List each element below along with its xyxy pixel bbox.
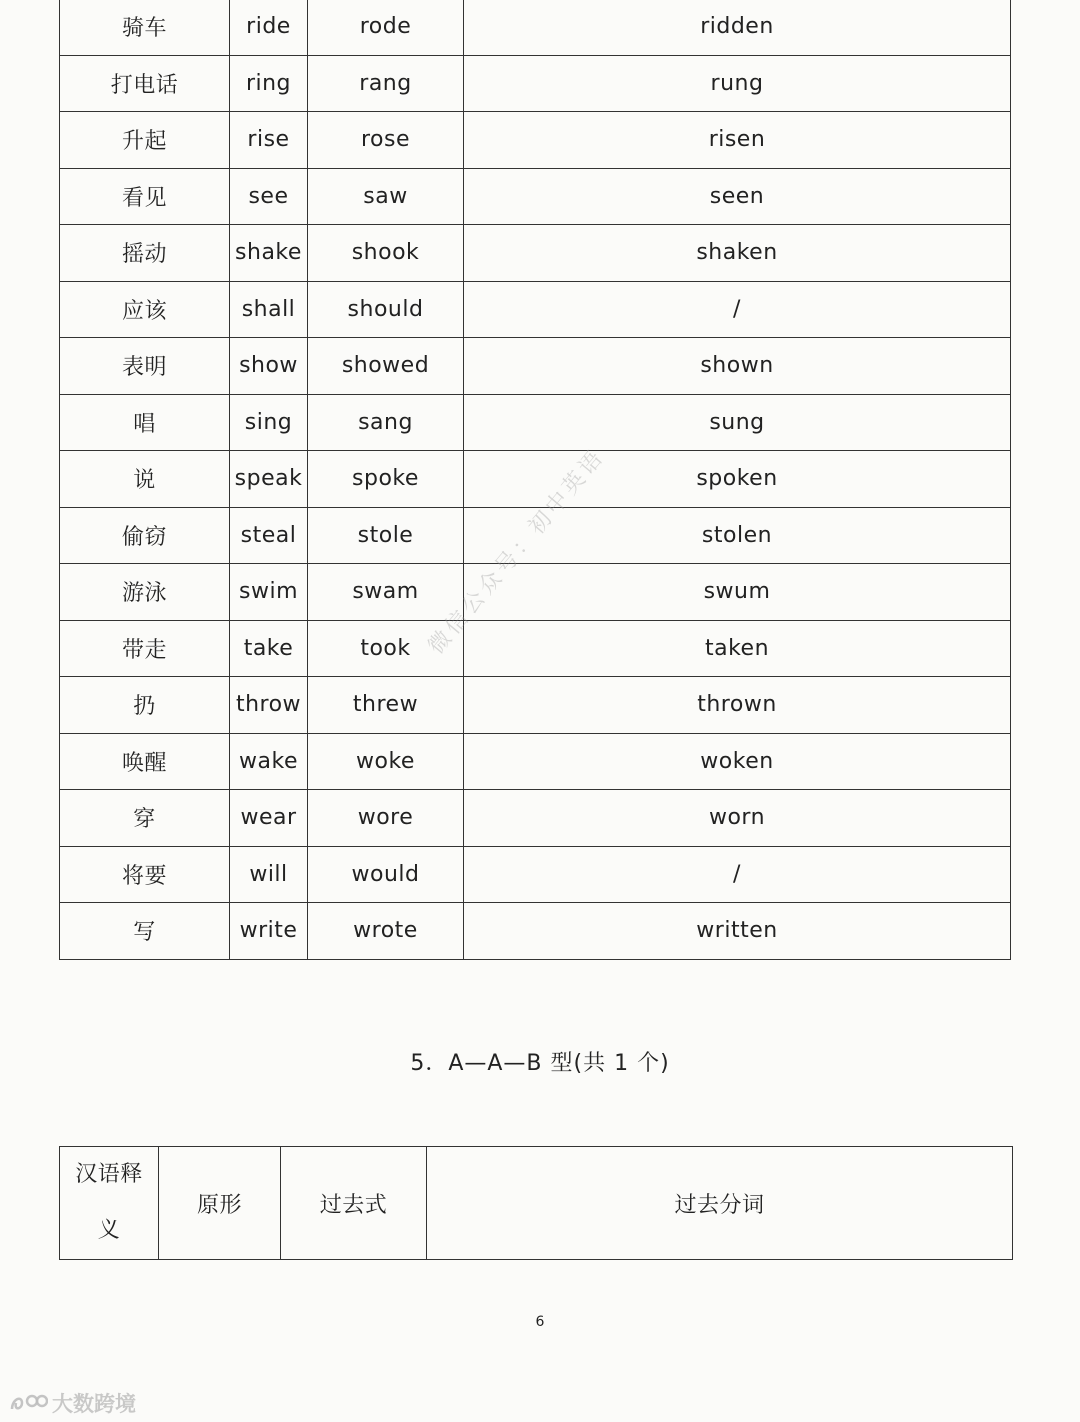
cell-chinese: 带走 xyxy=(60,620,230,677)
cell-past-tense: shook xyxy=(308,225,464,282)
verb-row xyxy=(60,281,1011,338)
cell-chinese: 写 xyxy=(60,903,230,960)
cell-chinese: 穿 xyxy=(60,790,230,847)
cell-base-form: throw xyxy=(230,677,308,734)
cell-past-participle: thrown xyxy=(464,677,1011,734)
header-past-tense: 过去式 xyxy=(281,1147,427,1260)
brand-logo-icon xyxy=(8,1391,48,1415)
verb-table xyxy=(59,0,1011,960)
cell-past-participle: sung xyxy=(464,394,1011,451)
cell-past-tense: showed xyxy=(308,338,464,395)
cell-chinese: 摇动 xyxy=(60,225,230,282)
cell-chinese: 骑车 xyxy=(60,0,230,55)
cell-past-tense: wore xyxy=(308,790,464,847)
cell-chinese: 游泳 xyxy=(60,564,230,621)
cell-chinese: 应该 xyxy=(60,281,230,338)
cell-past-tense: rang xyxy=(308,55,464,112)
verb-row xyxy=(60,168,1011,225)
cell-past-participle: risen xyxy=(464,112,1011,169)
verb-row xyxy=(60,846,1011,903)
cell-past-tense: threw xyxy=(308,677,464,734)
verb-row xyxy=(60,112,1011,169)
cell-base-form: steal xyxy=(230,507,308,564)
cell-past-participle: / xyxy=(464,846,1011,903)
verb-table-body xyxy=(60,0,1011,959)
cell-past-tense: wrote xyxy=(308,903,464,960)
cell-past-participle: seen xyxy=(464,168,1011,225)
cell-past-tense: spoke xyxy=(308,451,464,508)
verb-row xyxy=(60,338,1011,395)
verb-row xyxy=(60,564,1011,621)
header-past-participle: 过去分词 xyxy=(427,1147,1013,1260)
cell-chinese: 唱 xyxy=(60,394,230,451)
page-number: 6 xyxy=(535,1314,545,1330)
cell-base-form: show xyxy=(230,338,308,395)
cell-past-participle: / xyxy=(464,281,1011,338)
header-chinese-meaning xyxy=(60,1147,159,1260)
cell-base-form: see xyxy=(230,168,308,225)
cell-base-form: wake xyxy=(230,733,308,790)
cell-past-tense: rode xyxy=(308,0,464,55)
cell-base-form: sing xyxy=(230,394,308,451)
cell-chinese: 说 xyxy=(60,451,230,508)
cell-base-form: shake xyxy=(230,225,308,282)
cell-past-tense: would xyxy=(308,846,464,903)
cell-chinese: 升起 xyxy=(60,112,230,169)
cell-past-participle: worn xyxy=(464,790,1011,847)
verb-row xyxy=(60,620,1011,677)
cell-base-form: ring xyxy=(230,55,308,112)
cell-chinese: 扔 xyxy=(60,677,230,734)
cell-past-participle: taken xyxy=(464,620,1011,677)
verb-row xyxy=(60,394,1011,451)
cell-past-participle: shown xyxy=(464,338,1011,395)
header-chinese-meaning-line1: 汉语释 xyxy=(75,1162,143,1187)
cell-past-tense: sang xyxy=(308,394,464,451)
cell-chinese: 偷窃 xyxy=(60,507,230,564)
cell-chinese: 唤醒 xyxy=(60,733,230,790)
cell-past-participle: shaken xyxy=(464,225,1011,282)
cell-base-form: take xyxy=(230,620,308,677)
brand-watermark xyxy=(8,1388,136,1418)
cell-base-form: swim xyxy=(230,564,308,621)
cell-chinese: 打电话 xyxy=(60,55,230,112)
cell-past-participle: written xyxy=(464,903,1011,960)
watermark-text: 微信公众号：初中英语 xyxy=(423,444,611,660)
cell-past-participle: woken xyxy=(464,733,1011,790)
verb-row xyxy=(60,733,1011,790)
header-row xyxy=(60,1147,1013,1260)
verb-row xyxy=(60,903,1011,960)
cell-base-form: will xyxy=(230,846,308,903)
header-chinese-meaning-line2: 义 xyxy=(97,1218,121,1243)
cell-base-form: write xyxy=(230,903,308,960)
cell-past-tense: should xyxy=(308,281,464,338)
cell-chinese: 表明 xyxy=(60,338,230,395)
cell-past-participle: rung xyxy=(464,55,1011,112)
header-table xyxy=(59,1146,1013,1260)
header-base-form: 原形 xyxy=(159,1147,281,1260)
cell-past-tense: saw xyxy=(308,168,464,225)
cell-chinese: 看见 xyxy=(60,168,230,225)
cell-base-form: rise xyxy=(230,112,308,169)
cell-past-participle: stolen xyxy=(464,507,1011,564)
cell-past-tense: woke xyxy=(308,733,464,790)
cell-chinese: 将要 xyxy=(60,846,230,903)
cell-past-tense: stole xyxy=(308,507,464,564)
cell-base-form: ride xyxy=(230,0,308,55)
cell-past-tense: took xyxy=(308,620,464,677)
verb-row xyxy=(60,677,1011,734)
verb-row xyxy=(60,55,1011,112)
verb-row xyxy=(60,790,1011,847)
verb-row xyxy=(60,225,1011,282)
section-heading: 5．A—A—B 型(共 1 个) xyxy=(410,1051,670,1076)
cell-base-form: speak xyxy=(230,451,308,508)
cell-past-tense: swam xyxy=(308,564,464,621)
cell-base-form: wear xyxy=(230,790,308,847)
cell-past-participle: ridden xyxy=(464,0,1011,55)
cell-past-participle: spoken xyxy=(464,451,1011,508)
verb-row xyxy=(60,451,1011,508)
cell-past-tense: rose xyxy=(308,112,464,169)
cell-past-participle: swum xyxy=(464,564,1011,621)
verb-row xyxy=(60,0,1011,55)
brand-name: 大数跨境 xyxy=(52,1392,136,1416)
cell-base-form: shall xyxy=(230,281,308,338)
